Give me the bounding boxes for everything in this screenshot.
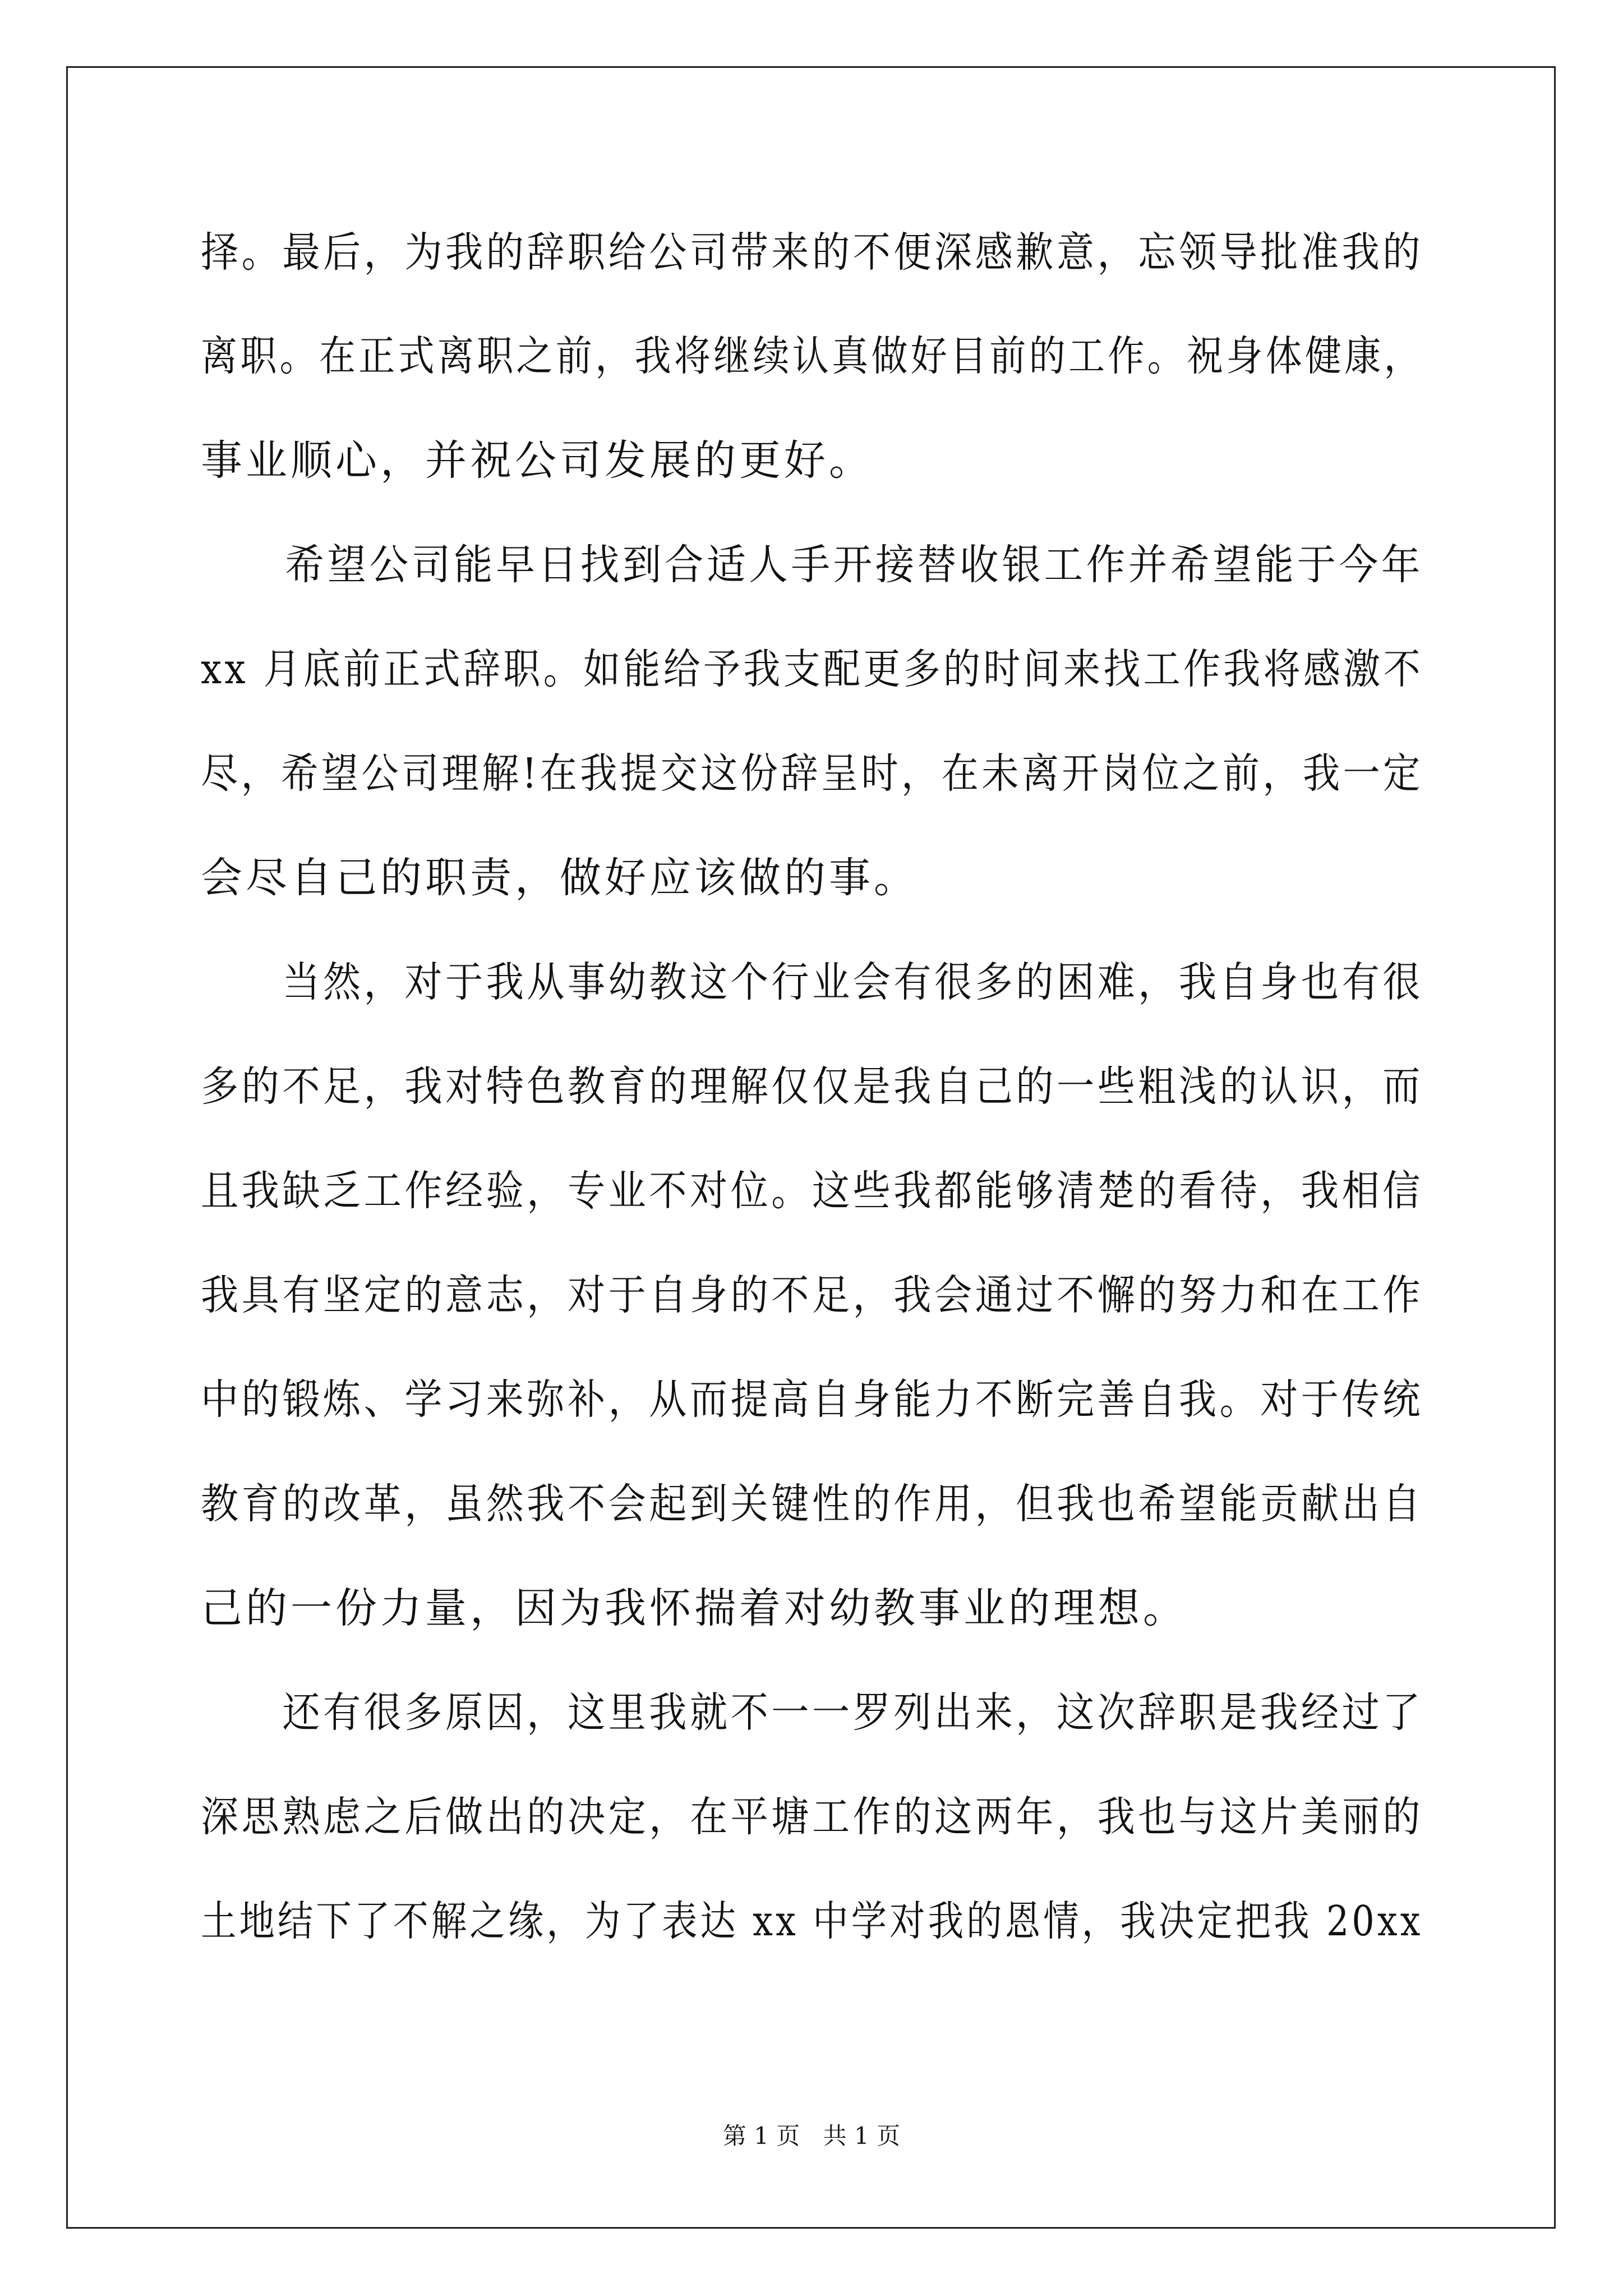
text-line: 我具有坚定的意志，对于自身的不足，我会通过不懈的努力和在工作 (201, 1271, 1423, 1319)
text-line: 深思熟虑之后做出的决定，在平塘工作的这两年，我也与这片美丽的 (201, 1793, 1423, 1841)
text-line: 土地结下了不解之缘，为了表达 xx 中学对我的恩情，我决定把我 20xx (201, 1897, 1423, 1945)
text-line: 当然，对于我从事幼教这个行业会有很多的困难，我自身也有很 (201, 958, 1423, 1006)
text-line: 中的锻炼、学习来弥补，从而提高自身能力不断完善自我。对于传统 (201, 1375, 1423, 1424)
page-footer (0, 2119, 1623, 2153)
text-line: 尽，希望公司理解!在我提交这份辞呈时，在未离开岗位之前，我一定 (201, 749, 1423, 798)
text-line: 己的一份力量，因为我怀揣着对幼教事业的理想。 (201, 1584, 1188, 1632)
text-line: 教育的改革，虽然我不会起到关键性的作用，但我也希望能贡献出自 (201, 1480, 1423, 1528)
text-line: 多的不足，我对特色教育的理解仅仅是我自己的一些粗浅的认识，而 (201, 1062, 1423, 1111)
text-line: xx 月底前正式辞职。如能给予我支配更多的时间来找工作我将感激不 (201, 645, 1423, 693)
text-line: 择。最后，为我的辞职给公司带来的不便深感歉意，忘领导批准我的 (201, 228, 1423, 277)
text-line: 会尽自己的职责，做好应该做的事。 (201, 854, 919, 902)
text-line: 希望公司能早日找到合适人手开接替收银工作并希望能于今年 (201, 541, 1424, 589)
page-total: 共 1 页 (823, 2122, 901, 2150)
text-line: 离职。在正式离职之前，我将继续认真做好目前的工作。祝身体健康， (201, 332, 1423, 380)
text-line: 事业顺心，并祝公司发展的更好。 (201, 436, 874, 485)
page-number: 第 1 页 (722, 2122, 800, 2150)
text-line: 还有很多原因，这里我就不一一罗列出来，这次辞职是我经过了 (201, 1688, 1423, 1737)
text-line: 且我缺乏工作经验，专业不对位。这些我都能够清楚的看待，我相信 (201, 1167, 1423, 1215)
